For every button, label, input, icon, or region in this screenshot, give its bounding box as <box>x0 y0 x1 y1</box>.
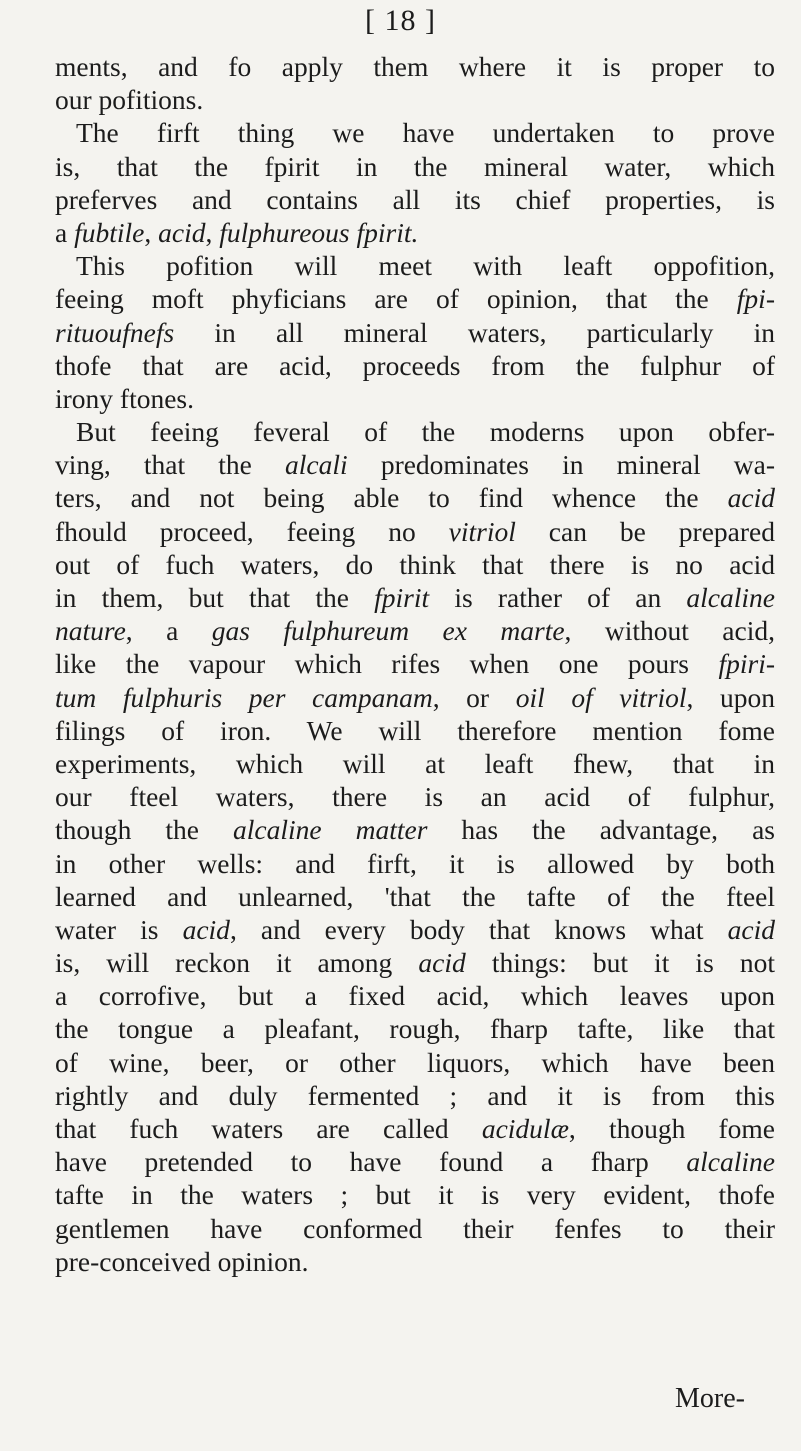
italic-term: acid <box>158 216 206 248</box>
italic-term: fpirit <box>374 582 430 613</box>
italic-term: fpi- <box>736 283 775 315</box>
italic-term: acidulæ <box>481 1113 569 1144</box>
text-line: gentlemen have conformed their fenfes to their <box>55 1212 775 1244</box>
text-line: fhould proceed, feeing no vitriol can be prepared <box>55 515 775 547</box>
text-line: a fubtile, acid, fulphureous fpirit. <box>55 216 419 248</box>
italic-term: alcali <box>285 449 348 481</box>
italic-term: alcaline matter <box>233 814 428 846</box>
italic-term: fpiri- <box>718 648 775 680</box>
text-line: This pofition will meet with leaft oppofition, <box>76 250 775 282</box>
text-line: ving, that the alcali predominates in mineral wa- <box>55 449 775 481</box>
italic-term: alcaline <box>686 1146 775 1178</box>
text-line: thofe that are acid, proceeds from the fulphur of <box>55 349 775 381</box>
catchword: More- <box>675 1383 745 1414</box>
text-line: nature, a gas fulphureum ex marte, without acid, <box>55 615 775 647</box>
italic-term: acid <box>182 913 230 945</box>
text-line: have pretended to have found a fharp alcaline <box>55 1146 775 1178</box>
text-line: in other wells: and firft, it is allowed by both <box>55 847 775 879</box>
text-line: preferves and contains all its chief properties, is <box>55 183 775 215</box>
text-line: a corrofive, but a fixed acid, which leaves upon <box>55 980 775 1012</box>
text-line: tafte in the waters ; but it is very evident, thofe <box>55 1179 775 1211</box>
text-line: filings of iron. We will therefore mention fome <box>55 714 775 746</box>
text-line: pre-conceived opinion. <box>55 1245 309 1277</box>
text-line: But feeing feveral of the moderns upon obfer- <box>76 416 775 448</box>
text-line: The firft thing we have undertaken to prove <box>76 117 775 149</box>
text-line: in them, but that the fpirit is rather of an alcaline <box>55 582 775 613</box>
text-line: like the vapour which rifes when one pours fpiri- <box>55 648 775 680</box>
body-text <box>55 50 775 1278</box>
italic-term: tum fulphuris per campanam <box>55 681 433 713</box>
text-line: of wine, beer, or other liquors, which have been <box>55 1046 775 1078</box>
text-line: our fteel waters, there is an acid of fulphur, <box>55 781 775 813</box>
page-number: [ 18 ] <box>365 4 436 37</box>
text-line: that fuch waters are called acidulæ, though fome <box>55 1113 775 1144</box>
text-line: our pofitions. <box>55 84 204 116</box>
text-line: irony ftones. <box>55 382 195 414</box>
italic-term: acid <box>418 947 466 979</box>
italic-term: oil of vitriol <box>515 681 687 713</box>
text-line: ters, and not being able to find whence the acid <box>55 482 775 514</box>
text-line: experiments, which will at leaft fhew, that in <box>55 747 775 779</box>
italic-term: acid <box>727 913 775 945</box>
text-line: ments, and fo apply them where it is proper to <box>55 51 775 82</box>
italic-term: fubtile <box>74 216 145 248</box>
text-line: the tongue a pleafant, rough, fharp tafte, like that <box>55 1013 775 1045</box>
italic-term: fulphureous fpirit. <box>219 216 419 248</box>
text-line: is, that the fpirit in the mineral water, which <box>55 150 775 182</box>
text-line: out of fuch waters, do think that there is no acid <box>55 548 775 580</box>
text-line: is, will reckon it among acid things: but it is not <box>55 947 775 979</box>
text-line: tum fulphuris per campanam, or oil of vitriol, upon <box>55 681 776 713</box>
text-line: water is acid, and every body that knows what acid <box>55 913 775 945</box>
italic-term: rituoufnefs <box>55 316 175 348</box>
text-line: learned and unlearned, 'that the tafte of the fteel <box>55 880 775 912</box>
italic-term: acid <box>727 482 775 514</box>
text-line: rituoufnefs in all mineral waters, particularly in <box>55 316 775 348</box>
italic-term: gas fulphureum ex marte <box>211 615 565 647</box>
italic-term: alcaline <box>686 582 775 613</box>
text-line: though the alcaline matter has the advantage, as <box>55 814 775 846</box>
italic-term: vitriol <box>448 515 516 547</box>
text-line: feeing moft phyficians are of opinion, that the fpi- <box>55 283 775 315</box>
text-line: rightly and duly fermented ; and it is from this <box>55 1079 775 1111</box>
italic-term: nature <box>55 615 126 647</box>
